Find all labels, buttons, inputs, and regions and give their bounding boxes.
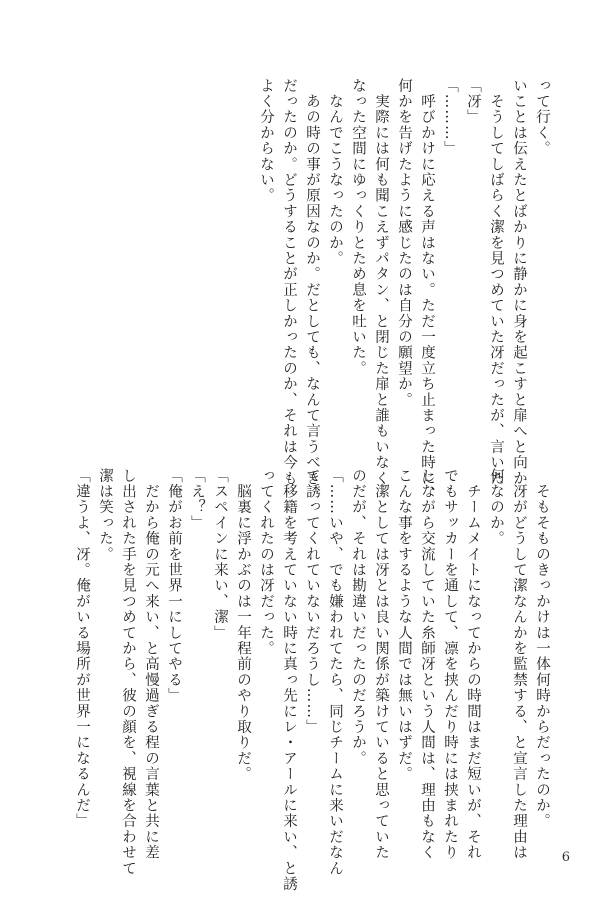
text-line: だから俺の元へ来い、と高慢過ぎる程の言葉と共に差: [143, 468, 159, 861]
text-line: 「………」: [442, 78, 458, 157]
text-line: 脳裏に浮かぶのは一年程前のやり取りだ。: [235, 468, 251, 782]
text-line: なんでこうなったのか。: [327, 78, 343, 267]
text-line: 「違うよ、冴。俺がいる場所が世界一になるんだ」: [74, 468, 90, 830]
text-line: のだが、それは勘違いだったのだろうか。: [350, 468, 366, 767]
text-line: 呼びかけに応える声はない。ただ一度立ち止まった時に、: [419, 78, 435, 502]
text-line: よく分からない。: [258, 78, 274, 204]
text-line: チームメイトになってからの時間はまだ短いが、それ: [465, 468, 481, 861]
text-line: 何かを告げたように感じたのは自分の願望か。: [396, 78, 412, 408]
text-line: 「……いや、でも嫌われてたら、同じチームに来いだなん: [327, 468, 343, 877]
text-line: 「冴」: [465, 78, 481, 126]
text-line: て誘ってくれていないだろうし……」: [304, 468, 320, 735]
text-line: 「俺がお前を世界一にしてやる」: [166, 468, 182, 704]
text-line: し出された手を見つめてから、彼の顔を、視線を合わせて: [120, 468, 136, 877]
text-line: 「スペインに来い、潔」: [212, 468, 228, 641]
text-line: そもそものきっかけは一体何時からだったのか。: [534, 468, 550, 830]
text-line: 冴がどうして潔なんかを監禁する、と宣言した理由は: [511, 468, 527, 861]
text-line: 「え？」: [189, 468, 205, 531]
text-line: こんな事をするような人間では無いはずだ。: [396, 468, 412, 782]
text-line: でもサッカーを通して、凛を挟んだり時には挟まれたり: [442, 468, 458, 861]
text-line: いことは伝えたとばかりに静かに身を起こすと扉へと向か: [511, 78, 527, 487]
text-line: そうしてしばらく潔を見つめていた冴だったが、言いた: [488, 78, 504, 487]
text-line: って行く。: [534, 78, 550, 157]
text-line: しながら交流していた糸師冴という人間は、理由もなく: [419, 468, 435, 861]
text-line: 実際には何も聞こえずパタン、と閉じた扉と誰もいなく: [373, 78, 389, 487]
text-line: 潔は笑った。: [97, 468, 113, 563]
text-line: だったのか。どうすることが正しかったのか、それは今も: [281, 78, 297, 487]
text-line: なった空間にゆっくりとため息を吐いた。: [350, 78, 366, 377]
page-number: 6: [561, 850, 570, 865]
text-block-bottom: [70, 468, 553, 892]
text-block-top: [254, 78, 553, 502]
text-line: あの時の事が原因なのか。だとしても、なんて言うべき: [304, 78, 320, 487]
text-line: 潔としては冴とは良い関係が築けていると思っていた: [373, 468, 389, 861]
text-line: 移籍を考えていない時に真っ先にレ・アールに来い、と誘: [281, 468, 297, 892]
text-line: ってくれたのは冴だった。: [258, 468, 274, 657]
text-line: 何なのか。: [488, 468, 504, 547]
